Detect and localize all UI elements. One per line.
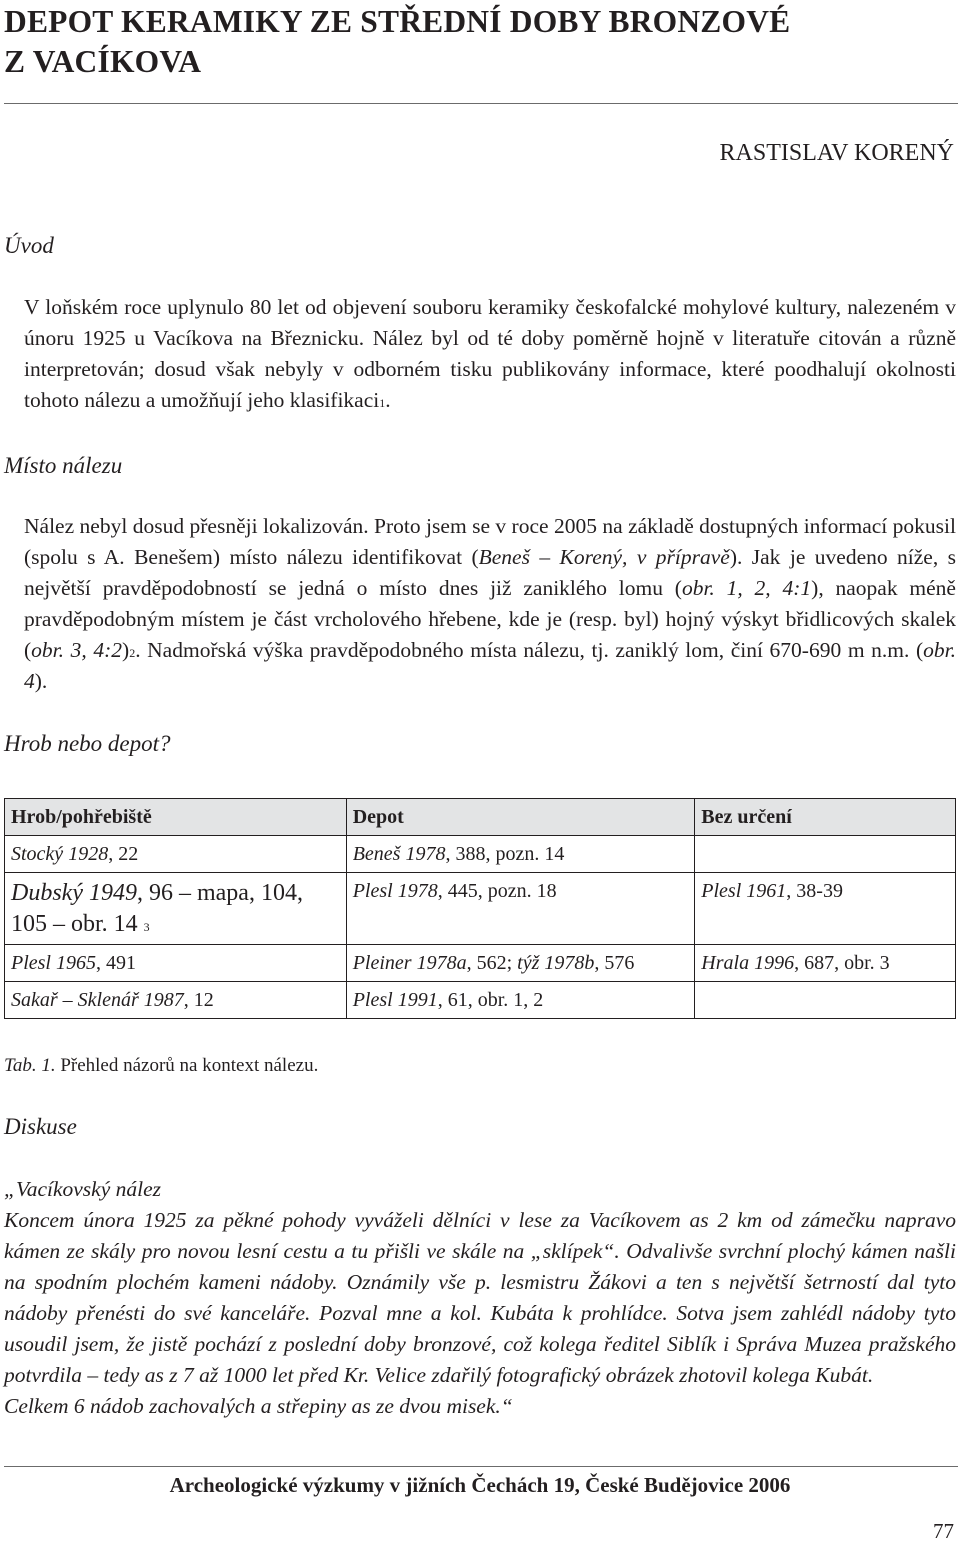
table-row	[5, 982, 956, 1019]
section-heading-discussion: Diskuse	[4, 1114, 77, 1139]
article-title	[4, 2, 790, 82]
citation: týž 1978b	[517, 952, 595, 974]
section-heading-place: Místo nálezu	[4, 453, 123, 478]
citation: Plesl 1965	[11, 952, 96, 974]
figure-ref-1: obr. 1, 2, 4:1	[681, 576, 812, 600]
table-row	[5, 873, 956, 945]
citation-detail: , 96 – mapa, 104, 105 – obr. 14	[11, 880, 303, 937]
quote-block	[4, 1174, 956, 1422]
figure-ref-3: obr. 4	[24, 638, 956, 693]
header-depot: Depot	[346, 799, 695, 836]
header-undetermined: Bez určení	[695, 799, 956, 836]
footnote-ref-3: 3	[143, 920, 150, 934]
table-cell	[346, 982, 695, 1019]
place-text-2: ). Jak je uvedeno níže, s největší pravděpodobností se jedná o místo dnes již zaniklého lomu (	[24, 545, 956, 600]
quote-text: Koncem února 1925 za pěkné pohody vyváželi dělníci v lese za Vacíkovem as 2 km od zámečku napravo kámen ze skály pro novou lesní cestu a tu přišli ve skále na „sklípek“. Odvalivše svrchní plochý kámen našli na spodním plochém kameni nádoby. Oznámily vše p. lesmistru Žákovi a ten s největší šetrností dal tyto nádoby přenésti do své kanceláře. Pozval mne a kol. Kubáta k prohlídce. Sotva jsem zahlédl nádoby tyto usoudil jsem, že jistě pochází z poslední doby bronzové, což kolega ředitel Siblík i Správa Muzea pražského potvrdila – tedy as z 7 až 1000 let před Kr. Velice zdařilý fotografický obrázek zhotovil kolega Kubát.	[4, 1208, 956, 1387]
place-ref-citation: Beneš – Korený, v přípravě	[478, 545, 730, 569]
table-cell	[5, 982, 347, 1019]
table-row	[5, 945, 956, 982]
citation: Plesl 1978	[352, 880, 438, 902]
section-heading-intro: Úvod	[4, 233, 54, 258]
figure-ref-2: obr. 3, 4:2	[31, 638, 123, 662]
journal-footer: Archeologické výzkumy v jižních Čechách 19, České Budějovice 2006	[169, 1473, 791, 1497]
citation-detail: , 562;	[466, 952, 518, 974]
table-cell	[695, 873, 956, 945]
author-name: RASTISLAV KORENÝ	[719, 140, 954, 166]
footnote-ref-1: 1	[379, 396, 386, 410]
table-cell	[5, 945, 347, 982]
citation: Beneš 1978	[352, 843, 446, 865]
table-row	[5, 836, 956, 873]
table-header-row	[5, 799, 956, 836]
table-cell	[346, 945, 695, 982]
place-text-4: )	[122, 638, 130, 662]
quote-title: „Vacíkovský nález	[4, 1177, 162, 1201]
table-cell	[5, 873, 347, 945]
citation-detail: , 576	[594, 952, 635, 974]
table-cell	[5, 836, 347, 873]
place-text-6: ).	[34, 669, 48, 693]
citation-detail: , 687, obr. 3	[794, 952, 890, 974]
citation-detail: , 61, obr. 1, 2	[437, 989, 544, 1011]
citation: Sakař – Sklenář 1987	[11, 989, 184, 1011]
place-paragraph	[4, 511, 956, 697]
place-text-1: Nález nebyl dosud přesněji lokalizován. Proto jsem se v roce 2005 na základě dostupných informací pokusil (spolu s A. Benešem) místo nálezu identifikovat (	[24, 514, 956, 569]
table-cell	[695, 982, 956, 1019]
caption-label: Tab. 1.	[4, 1055, 56, 1076]
citation-detail: , 22	[108, 843, 139, 865]
citation-detail: , 12	[183, 989, 214, 1011]
citation: Hrala 1996	[701, 952, 795, 974]
place-text-3: ), naopak méně pravděpodobným místem je část vrcholového hřebene, kde je (resp. byl) hojný výskyt břidlicových skalek (	[24, 576, 956, 662]
page-number: 77	[933, 1519, 954, 1543]
quote-last-line: Celkem 6 nádob zachovalých a střepiny as ze dvou misek.“	[4, 1394, 513, 1418]
title-line-1: DEPOT KERAMIKY ZE STŘEDNÍ DOBY BRONZOVÉ	[4, 4, 791, 39]
citation-detail: , 491	[96, 952, 136, 974]
place-text-5: . Nadmořská výška pravděpodobného místa nálezu, tj. zaniklý lom, činí 670-690 m n.m. (	[135, 638, 924, 662]
table-cell	[695, 945, 956, 982]
citation-detail: , 388, pozn. 14	[445, 843, 565, 865]
caption-text: Přehled názorů na kontext nálezu.	[55, 1055, 319, 1076]
intro-text: V loňském roce uplynulo 80 let od objevení souboru keramiky českofalcké mohylové kultury, nalezeném v únoru 1925 u Vacíkova na Březnicku. Nález byl od té doby poměrně hojně v literatuře citován a různě interpretován; dosud však nebyly v odborném tisku publikovány informace, které poodhalují okolnosti tohoto nálezu a umožňují jeho klasifikaci	[24, 295, 956, 412]
footnote-ref-2: 2	[129, 646, 136, 660]
citation-detail: , 38-39	[786, 880, 843, 902]
table-cell	[695, 836, 956, 873]
citation: Pleiner 1978a	[352, 952, 467, 974]
table-caption	[4, 1053, 318, 1079]
citation: Dubský 1949	[11, 880, 137, 906]
context-table	[4, 798, 956, 1019]
title-line-2: Z VACÍKOVA	[4, 44, 202, 79]
bottom-divider	[4, 1466, 958, 1467]
top-divider	[4, 103, 958, 104]
table-cell	[346, 836, 695, 873]
citation-detail: , 445, pozn. 18	[437, 880, 557, 902]
table-cell	[346, 873, 695, 945]
citation: Plesl 1961	[701, 880, 787, 902]
intro-paragraph: V loňském roce uplynulo 80 let od objevení souboru keramiky českofalcké mohylové kultury, nalezeném v únoru 1925 u Vacíkova na Březnicku. Nález byl od té doby poměrně hojně v literatuře citován a různě interpretován; dosud však nebyly v odborném tisku publikovány informace, které poodhalují okolnosti tohoto nálezu a umožňují jeho klasifikaci$^1$.	[24, 295, 956, 412]
citation: Stocký 1928	[11, 843, 109, 865]
header-grave: Hrob/pohřebiště	[5, 799, 347, 836]
citation: Plesl 1991	[352, 989, 438, 1011]
section-heading-grave-or-depot: Hrob nebo depot?	[4, 731, 171, 756]
